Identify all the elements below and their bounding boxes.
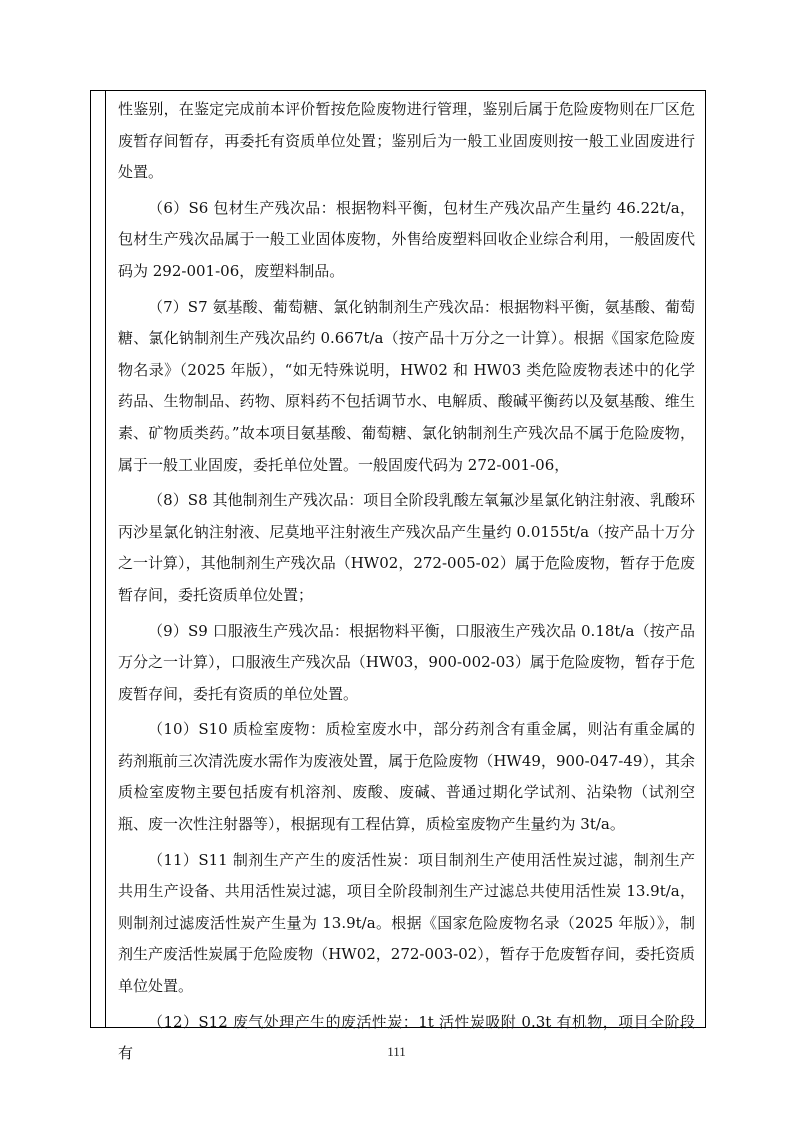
paragraph-s9: （9）S9 口服液生产残次品：根据物料平衡，口服液生产残次品 0.18t/a（按产品万分之一计算），口服液生产残次品（HW03，900-002-03）属于危险废物，暂存于危废暂存间，委托有资质的单位处置。 [118,621,695,703]
paragraph-s12: （12）S12 废气处理产生的废活性炭：1t 活性炭吸附 0.3t 有机物，项目全阶段有 [118,1012,695,1063]
paragraph-s7: （7）S7 氨基酸、葡萄糖、氯化钠制剂生产残次品：根据物料平衡，氨基酸、葡萄糖、氯化钠制剂生产残次品约 0.667t/a（按产品十万分之一计算）。根据《国家危险废物名录》（2025 年版），“如无特殊说明，HW02 和 HW03 类危险废物表述中的化学药品、生物制品、药物、原料药不包括调节水、电解质、酸碱平衡药以及氨基酸、维生素、矿物质类药。”故本项目氨基酸、葡萄糖、氯化钠制剂生产残次品不属于危险废物，属于一般工业固废，委托单位处置。一般固废代码为 272-001-06， [118,297,695,474]
paragraph-s10: （10）S10 质检室废物：质检室废水中，部分药剂含有重金属，则沾有重金属的药剂瓶前三次清洗废水需作为废液处置，属于危险废物（HW49，900-047-49），其余质检室废物主要包括废有机溶剂、废酸、废碱、普通过期化学试剂、沾染物（试剂空瓶、废一次性注射器等），根据现有工程估算，质检室废物产生量约为 3t/a。 [118,720,695,834]
paragraph-s6: （6）S6 包材生产残次品：根据物料平衡，包材生产残次品产生量约 46.22t/a，包材生产残次品属于一般工业固体废物，外售给废塑料回收企业综合利用，一般固废代码为 292-001-06，废塑料制品。 [118,198,695,280]
paragraph-continuation: 性鉴别，在鉴定完成前本评价暂按危险废物进行管理，鉴别后属于危险废物则在厂区危废暂存间暂存，再委托有资质单位处置；鉴别后为一般工业固废则按一般工业固废进行处置。 [118,100,695,182]
paragraph-s8: （8）S8 其他制剂生产残次品：项目全阶段乳酸左氧氟沙星氯化钠注射液、乳酸环丙沙星氯化钠注射液、尼莫地平注射液生产残次品产生量约 0.0155t/a（按产品十万分之一计算），其他制剂生产残次品（HW02，272-005-02）属于危险废物，暂存于危废暂存间，委托资质单位处置； [118,491,695,604]
table-content-cell [118,94,695,1074]
paragraph-s11: （11）S11 制剂生产产生的废活性炭：项目制剂生产使用活性炭过滤，制剂生产共用生产设备、共用活性炭过滤，项目全阶段制剂生产过滤总共使用活性炭 13.9t/a，则制剂过滤废活性炭产生量为 13.9t/a。根据《国家危险废物名录（2025 年版）》，制剂生产废活性炭属于危险废物（HW02，272-003-02），暂存于危废暂存间，委托资质单位处置。 [118,850,695,996]
page-number: 111 [387,1044,406,1059]
table-left-column [91,91,106,1027]
